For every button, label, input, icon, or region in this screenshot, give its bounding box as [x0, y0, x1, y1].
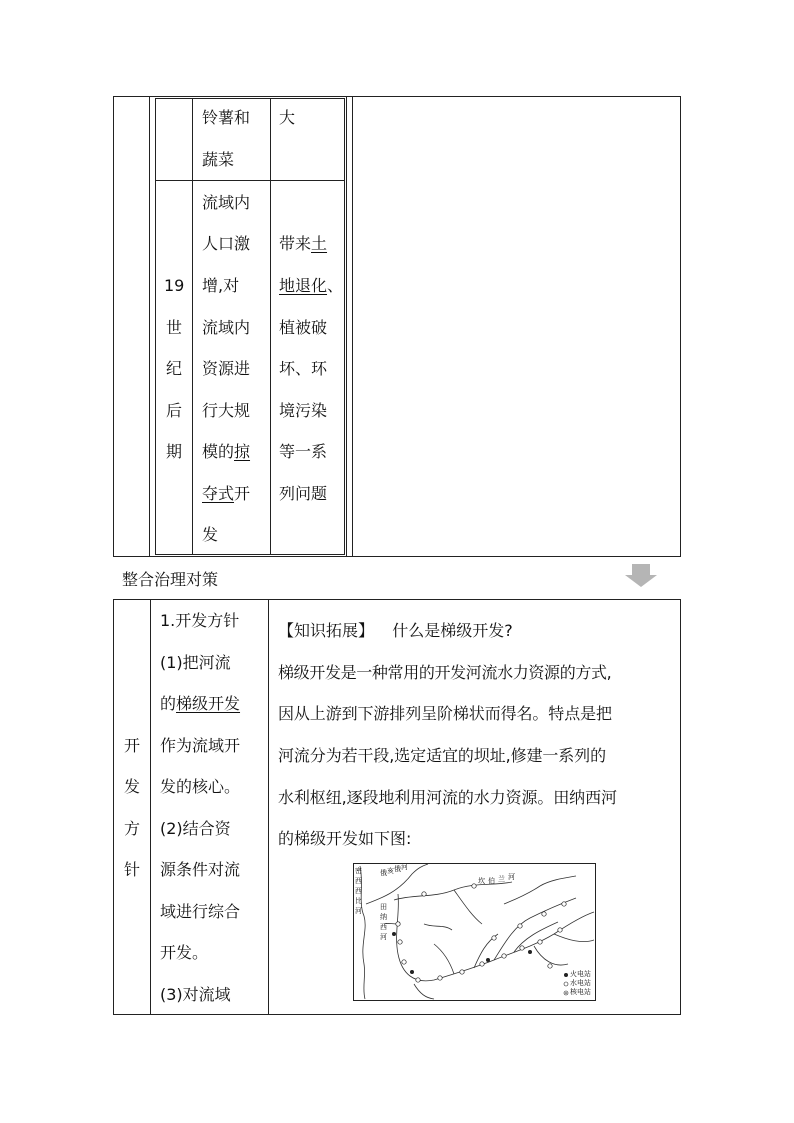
section-title: 整合治理对策	[122, 570, 219, 589]
map-label: 密	[355, 867, 362, 875]
nested-right-border-inner	[344, 98, 345, 555]
map-label: 坎	[478, 877, 485, 885]
row2-result-line: 境污染	[279, 401, 328, 420]
knowledge-line: 水利枢纽,逐段地利用河流的水力资源。田纳西河	[278, 788, 617, 807]
table1-bottom-border	[113, 556, 681, 557]
policy-category-char: 方	[124, 819, 141, 838]
underlined-term: 土	[311, 234, 328, 253]
policy-line: 域进行综合	[160, 902, 241, 921]
row2-effect-line: 行大规	[202, 401, 251, 420]
down-arrow-icon	[624, 564, 658, 588]
row2-result-line: 植被破	[279, 318, 328, 337]
policy-category-char: 开	[124, 736, 141, 755]
knowledge-line: 河流分为若干段,选定适宜的坝址,修建一系列的	[278, 746, 606, 765]
policy-line: 1.开发方针	[160, 611, 240, 630]
result-text: 、	[327, 276, 344, 295]
nested-top-border	[155, 98, 345, 99]
row2-effect-line: 增,对	[202, 276, 240, 295]
row2-result-line: 坏、环	[279, 359, 328, 378]
row1-result: 大	[279, 108, 296, 127]
policy-line	[160, 696, 240, 712]
table2-col-divider-2	[268, 599, 269, 1015]
map-label: 河	[508, 873, 515, 881]
legend-nuclear-label: 核电站	[570, 988, 591, 996]
table2-right-border	[680, 599, 681, 1015]
nested-col-divider-1	[192, 98, 193, 555]
underlined-term: 梯级开发	[176, 694, 241, 713]
row2-effect-line	[202, 486, 250, 502]
map-label: 西	[355, 877, 362, 885]
table1-right-border	[680, 96, 681, 557]
row2-effect-line: 资源进	[202, 359, 251, 378]
period-char: 19	[164, 276, 185, 295]
row2-effect-line	[202, 444, 250, 460]
nested-left-border-outer	[149, 96, 150, 557]
knowledge-title: 【知识拓展】	[278, 621, 375, 640]
policy-line: (1)把河流	[160, 653, 231, 672]
policy-category-char: 发	[124, 777, 141, 796]
row2-result-line	[279, 278, 343, 294]
table2-col-divider-1	[150, 599, 151, 1015]
map-label: 俄	[380, 869, 387, 877]
legend-hydro-label: 水电站	[570, 979, 591, 987]
map-label: 田	[380, 903, 387, 911]
row2-effect-line: 发	[202, 525, 219, 544]
period-char: 期	[166, 442, 183, 461]
row2-result-line: 等一系	[279, 442, 328, 461]
legend-thermal-label: 火电站	[570, 970, 591, 978]
map-label: 伯	[488, 877, 495, 885]
row2-result-line: 列问题	[279, 484, 328, 503]
row1-effect-line: 铃薯和	[202, 108, 251, 127]
table2-top-border	[113, 599, 681, 600]
map-label: 河	[380, 933, 387, 941]
knowledge-line: 因从上游到下游排列呈阶梯状而得名。特点是把	[278, 704, 612, 723]
nested-left-border-inner	[155, 98, 156, 555]
policy-line: 发的核心。	[160, 777, 241, 796]
nested-col-divider-2	[270, 98, 271, 555]
effect-text: 开	[234, 484, 251, 503]
policy-line: 源条件对流	[160, 860, 241, 879]
nested-right-border-outer	[346, 96, 347, 557]
underlined-term: 地退化	[279, 276, 328, 295]
map-label: 兰	[498, 875, 505, 883]
table1-col-divider	[352, 96, 353, 557]
map-label: 西	[355, 887, 362, 895]
row2-effect-line: 流域内	[202, 193, 251, 212]
knowledge-line: 梯级开发是一种常用的开发河流水力资源的方式,	[278, 663, 612, 682]
map-label: 比	[355, 897, 362, 905]
policy-category-char: 针	[124, 860, 141, 879]
map-label: 俄	[394, 865, 401, 873]
underlined-term: 夺式	[202, 484, 235, 503]
policy-line: 开发。	[160, 943, 209, 962]
row2-result-line	[279, 236, 327, 252]
underlined-term: 掠	[234, 442, 251, 461]
tennessee-river-map	[353, 863, 596, 1001]
row2-effect-line: 人口激	[202, 234, 251, 253]
knowledge-line: 的梯级开发如下图:	[278, 829, 412, 848]
map-label: 纳	[380, 913, 387, 921]
result-text: 带来	[279, 234, 312, 253]
row2-effect-line: 流域内	[202, 318, 251, 337]
table2-left-border	[113, 599, 114, 1015]
period-char: 后	[166, 401, 183, 420]
table2-bottom-border	[113, 1014, 681, 1015]
table1-left-border	[113, 96, 114, 557]
knowledge-question: 什么是梯级开发?	[392, 621, 513, 640]
map-label: 河	[355, 907, 362, 915]
period-char: 纪	[166, 359, 183, 378]
map-label: 河	[401, 863, 408, 871]
nested-row-divider	[155, 180, 345, 181]
table1-top-border	[113, 96, 681, 97]
policy-text: 的	[160, 694, 177, 713]
policy-line: (3)对流域	[160, 985, 231, 1004]
policy-line: 作为流域开	[160, 736, 241, 755]
effect-text: 模的	[202, 442, 235, 461]
policy-line: (2)结合资	[160, 819, 231, 838]
row1-effect-line: 蔬菜	[202, 150, 235, 169]
map-label: 亥	[387, 867, 394, 875]
map-label: 西	[380, 923, 387, 931]
knowledge-heading	[278, 623, 513, 639]
period-char: 世	[166, 318, 183, 337]
nested-bottom-border	[155, 554, 345, 555]
